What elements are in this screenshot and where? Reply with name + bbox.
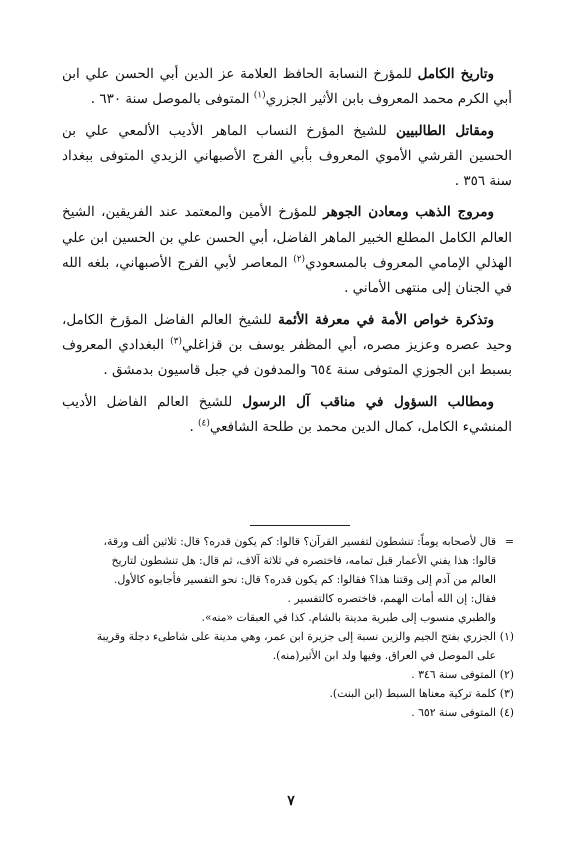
paragraph-text: المتوفى بالموصل سنة ٦٣٠ . bbox=[90, 91, 254, 108]
paragraph-text: للمؤرخ النسابة الحافظ العلامة عز الدين أبي الحسن علي ابن أبي الكرم محمد المعروف بابن الأثير الجزري bbox=[62, 66, 512, 108]
footnote-divider bbox=[250, 525, 350, 526]
paragraph-tarikh-al-kamil bbox=[62, 62, 512, 113]
paragraph-text: البغدادي المعروف بسبط ابن الجوزي المتوفى سنة ٦٥٤ والمدفون في جبل قاسيون بدمشق . bbox=[62, 336, 512, 379]
paragraph-text: للمؤرخ الأمين والمعتمد عند الفريقين، الشيخ العالم الكامل المطلع الخبير الماهر الفاضل، أبي الحسن علي بن الحسين ابن علي الهذلي الإمامي المعروف بالمسعودي bbox=[62, 204, 513, 272]
footnote-mark: (٢) bbox=[499, 668, 514, 681]
book-title: وتذكرة خواص الأمة في معرفة الأئمة bbox=[278, 311, 494, 328]
paragraph-text: . bbox=[189, 418, 199, 435]
page-number: ٧ bbox=[287, 793, 295, 809]
footnote-ref: (١) bbox=[253, 90, 266, 101]
book-title: ومطالب السؤول في مناقب آل الرسول bbox=[242, 393, 494, 410]
footnote-line: كلمة تركية معناها السبط (ابن البنت). bbox=[329, 687, 496, 700]
footnote-mark: (٣) bbox=[499, 687, 514, 700]
footnote-line: قال لأصحابه يوماً: تنشطون لتفسير القرآن؟ قالوا: كم يكون قدره؟ قال: ثلاثين ألف ورقة، bbox=[103, 535, 496, 548]
paragraph-text: للشيخ المؤرخ النساب الماهر الأديب الألمعي علي بن الحسين القرشي الأموي المعروف بأبي الفرج الأصبهاني الزيدي المتوفى ببغداد سنة ٣٥٦ . bbox=[62, 122, 512, 190]
footnote-line: والطبري منسوب إلى طبرية مدينة بالشام. كذا في العبقات «منه». bbox=[201, 611, 496, 624]
paragraph-text: للشيخ العالم الفاضل الأديب المنشيء الكامل، كمال الدين محمد بن طلحة الشافعي bbox=[62, 393, 512, 435]
footnote-line: قالوا: هذا يفني الأعمار قبل تمامه، فاختصره في ثلاثة آلاف، ثم قال: هل تنشطون لتاريخ bbox=[111, 554, 496, 567]
continuation-mark: = bbox=[504, 535, 514, 548]
paragraph-text: المعاصر لأبي الفرج الأصبهاني، بلغه الله في الجنان إلى منتهى الأماني . bbox=[62, 255, 512, 297]
footnote-continuation bbox=[62, 532, 514, 551]
footnote-line: فقال: إن الله أمات الهمم، فاختصره كالتفسير . bbox=[287, 592, 496, 605]
paragraph-tadhkira bbox=[62, 308, 512, 384]
footnote-2 bbox=[62, 665, 514, 684]
footnote-line: الجزري بفتح الجيم والزين نسبة إلى جزيرة ابن عمر، وهي مدينة على شاطىء دجلة وقريبة bbox=[96, 630, 496, 643]
footnote-ref: (٤) bbox=[198, 418, 210, 429]
footnote-line: على الموصل في العراق. وفيها ولد ابن الأثير(منه). bbox=[272, 649, 496, 662]
main-text bbox=[62, 62, 512, 446]
footnote-mark: (١) bbox=[499, 630, 514, 643]
footnote-ref: (٢) bbox=[293, 254, 306, 265]
book-title: ومروج الذهب ومعادن الجوهر bbox=[323, 204, 495, 221]
footnotes bbox=[62, 532, 514, 722]
footnote-line: العالم من آدم إلى وقتنا هذا؟ فقالوا: كم يكون قدره؟ قال: نحو التفسير فأجابوه كالأول. bbox=[113, 573, 496, 586]
footnote-4 bbox=[62, 703, 514, 722]
paragraph-muruj bbox=[62, 200, 512, 301]
paragraph-matalib bbox=[62, 390, 512, 441]
book-title: ومقاتل الطالبيين bbox=[395, 122, 494, 139]
footnote-1 bbox=[62, 627, 514, 646]
footnote-line: المتوفى سنة ٦٥٢ . bbox=[411, 706, 496, 719]
footnote-line: المتوفى سنة ٣٤٦ . bbox=[411, 668, 496, 681]
paragraph-maqatil bbox=[62, 119, 512, 195]
footnote-mark: (٤) bbox=[499, 706, 514, 719]
footnote-3 bbox=[62, 684, 514, 703]
book-title: وتاريخ الكامل bbox=[417, 66, 495, 82]
paragraph-text: للشيخ العالم الفاضل المؤرخ الكامل، وحيد عصره وعزيز مصره، أبي المظفر يوسف بن قزاغلي bbox=[62, 311, 512, 353]
footnote-ref: (٣) bbox=[170, 336, 182, 347]
